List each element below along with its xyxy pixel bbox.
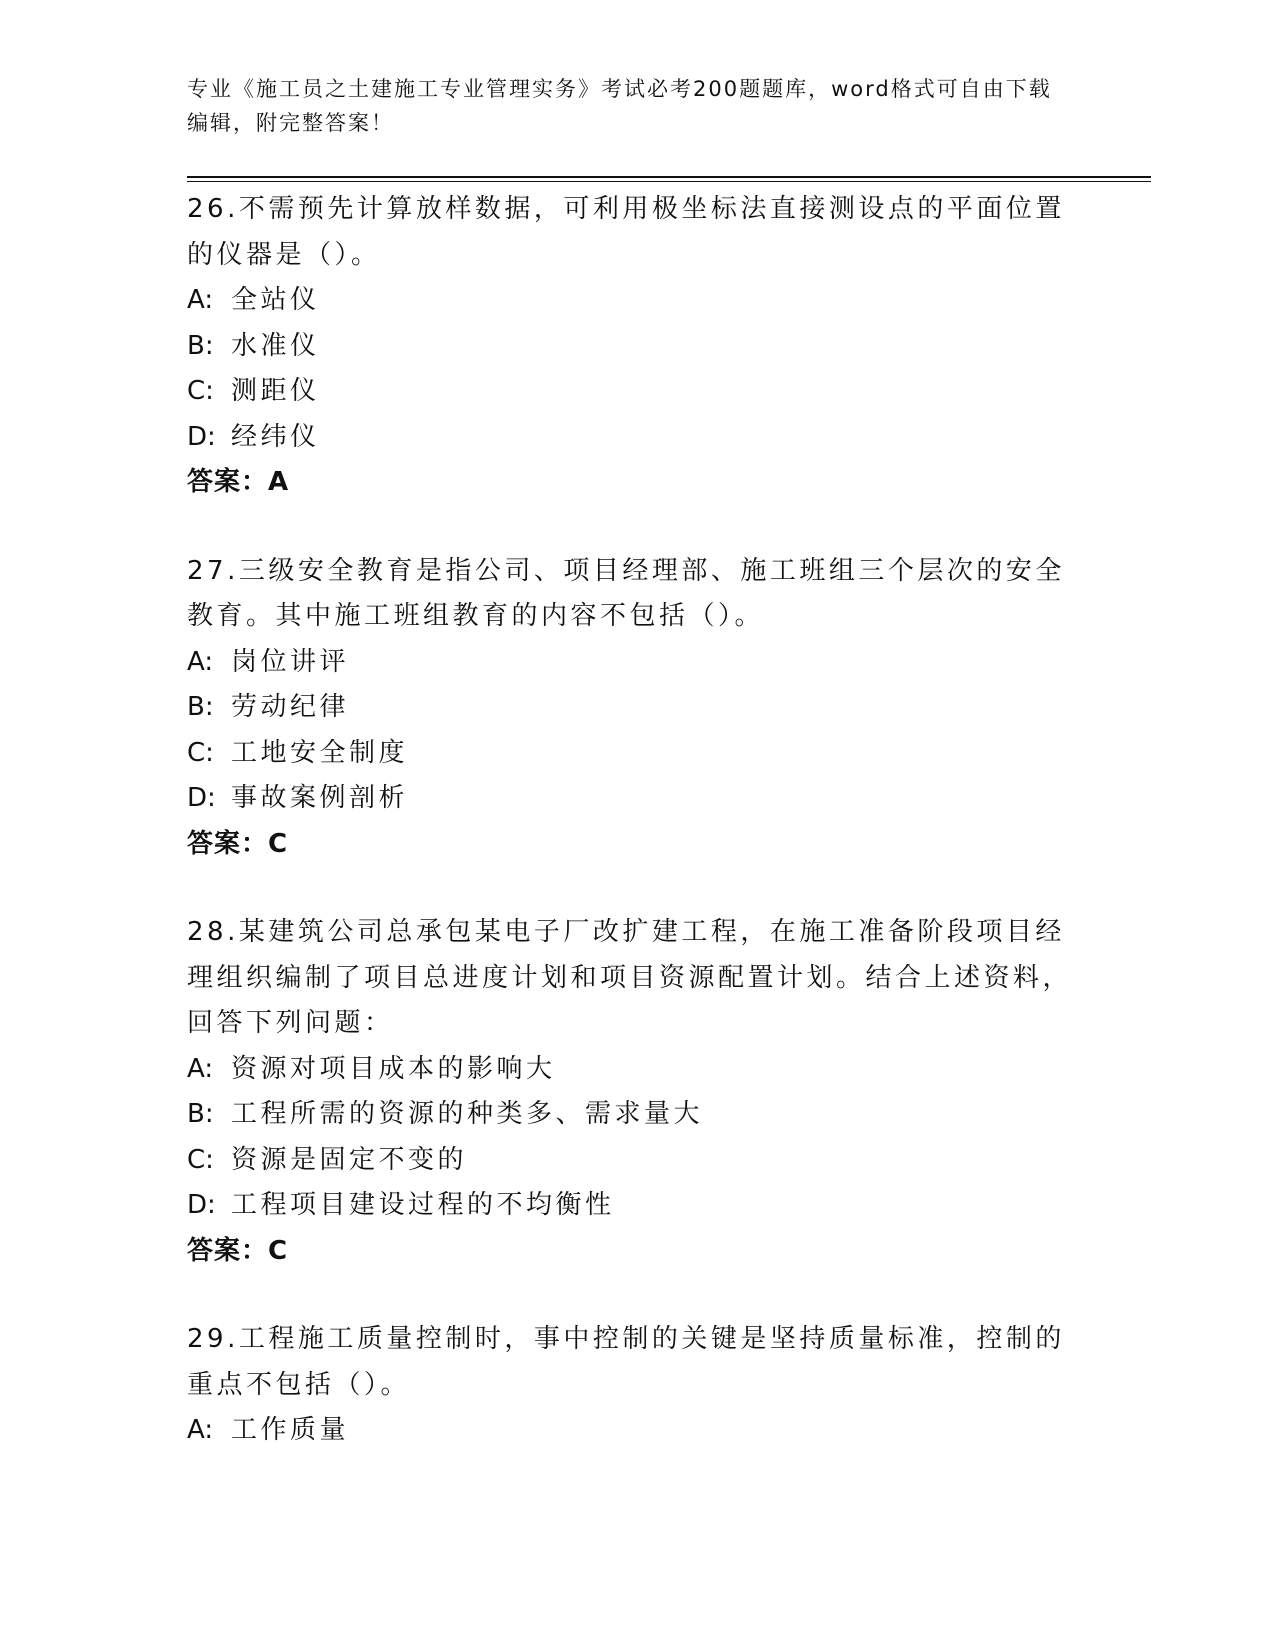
option-b	[187, 1092, 1087, 1138]
option-d	[187, 1183, 1087, 1229]
option-d	[187, 776, 1087, 822]
option-c	[187, 731, 1087, 777]
option-b	[187, 324, 1087, 370]
question-list	[187, 187, 1087, 1497]
option-text: 工程项目建设过程的不均衡性	[231, 1190, 615, 1220]
option-c	[187, 369, 1087, 415]
question-stem: 28.某建筑公司总承包某电子厂改扩建工程，在施工准备阶段项目经理组织编制了项目总进度计划和项目资源配置计划。结合上述资料，回答下列问题：	[187, 917, 1073, 1038]
option-key: A:	[187, 285, 214, 315]
option-key: A:	[187, 1415, 214, 1445]
option-key: D:	[187, 1190, 216, 1220]
question-27	[187, 549, 1087, 868]
option-text: 劳动纪律	[231, 692, 350, 722]
option-text: 岗位讲评	[231, 646, 350, 677]
option-text: 资源对项目成本的影响大	[231, 1053, 556, 1084]
option-key: B:	[187, 330, 214, 361]
option-a	[187, 640, 1087, 686]
question-stem: 26.不需预先计算放样数据，可利用极坐标法直接测设点的平面位置的仪器是（）。	[187, 194, 1065, 270]
option-text: 工程所需的资源的种类多、需求量大	[231, 1099, 704, 1129]
option-key: A:	[187, 646, 214, 677]
option-a	[187, 1047, 1087, 1093]
answer-line: 答案：A	[187, 467, 290, 497]
option-a	[187, 278, 1087, 324]
header-divider-thick	[187, 176, 1151, 178]
option-d	[187, 415, 1087, 461]
option-text: 全站仪	[231, 285, 320, 315]
question-29	[187, 1317, 1087, 1454]
answer-line: 答案：C	[187, 1235, 289, 1266]
option-text: 工作质量	[231, 1415, 350, 1445]
option-b	[187, 685, 1087, 731]
option-a	[187, 1408, 1087, 1454]
option-key: D:	[187, 421, 216, 452]
answer-line: 答案：C	[187, 828, 289, 859]
option-text: 经纬仪	[231, 421, 320, 452]
question-stem: 27.三级安全教育是指公司、项目经理部、施工班组三个层次的安全教育。其中施工班组教育的内容不包括（）。	[187, 555, 1065, 631]
option-key: B:	[187, 692, 214, 722]
question-26	[187, 187, 1087, 506]
option-key: D:	[187, 783, 216, 813]
question-28	[187, 910, 1087, 1274]
option-key: B:	[187, 1099, 214, 1129]
option-text: 资源是固定不变的	[231, 1144, 468, 1175]
option-text: 事故案例剖析	[231, 783, 409, 813]
option-c	[187, 1138, 1087, 1184]
option-key: C:	[187, 737, 214, 768]
option-text: 测距仪	[231, 376, 320, 406]
option-key: A:	[187, 1053, 214, 1084]
option-key: C:	[187, 1144, 214, 1175]
option-key: C:	[187, 376, 214, 406]
header-divider-thin	[187, 181, 1151, 182]
option-text: 工地安全制度	[231, 737, 409, 768]
question-stem: 29.工程施工质量控制时，事中控制的关键是坚持质量标准，控制的重点不包括（）。	[187, 1324, 1065, 1400]
document-header: 专业《施工员之土建施工专业管理实务》考试必考200题题库，word格式可自由下载编辑，附完整答案！	[187, 77, 1052, 135]
option-text: 水准仪	[231, 330, 320, 361]
